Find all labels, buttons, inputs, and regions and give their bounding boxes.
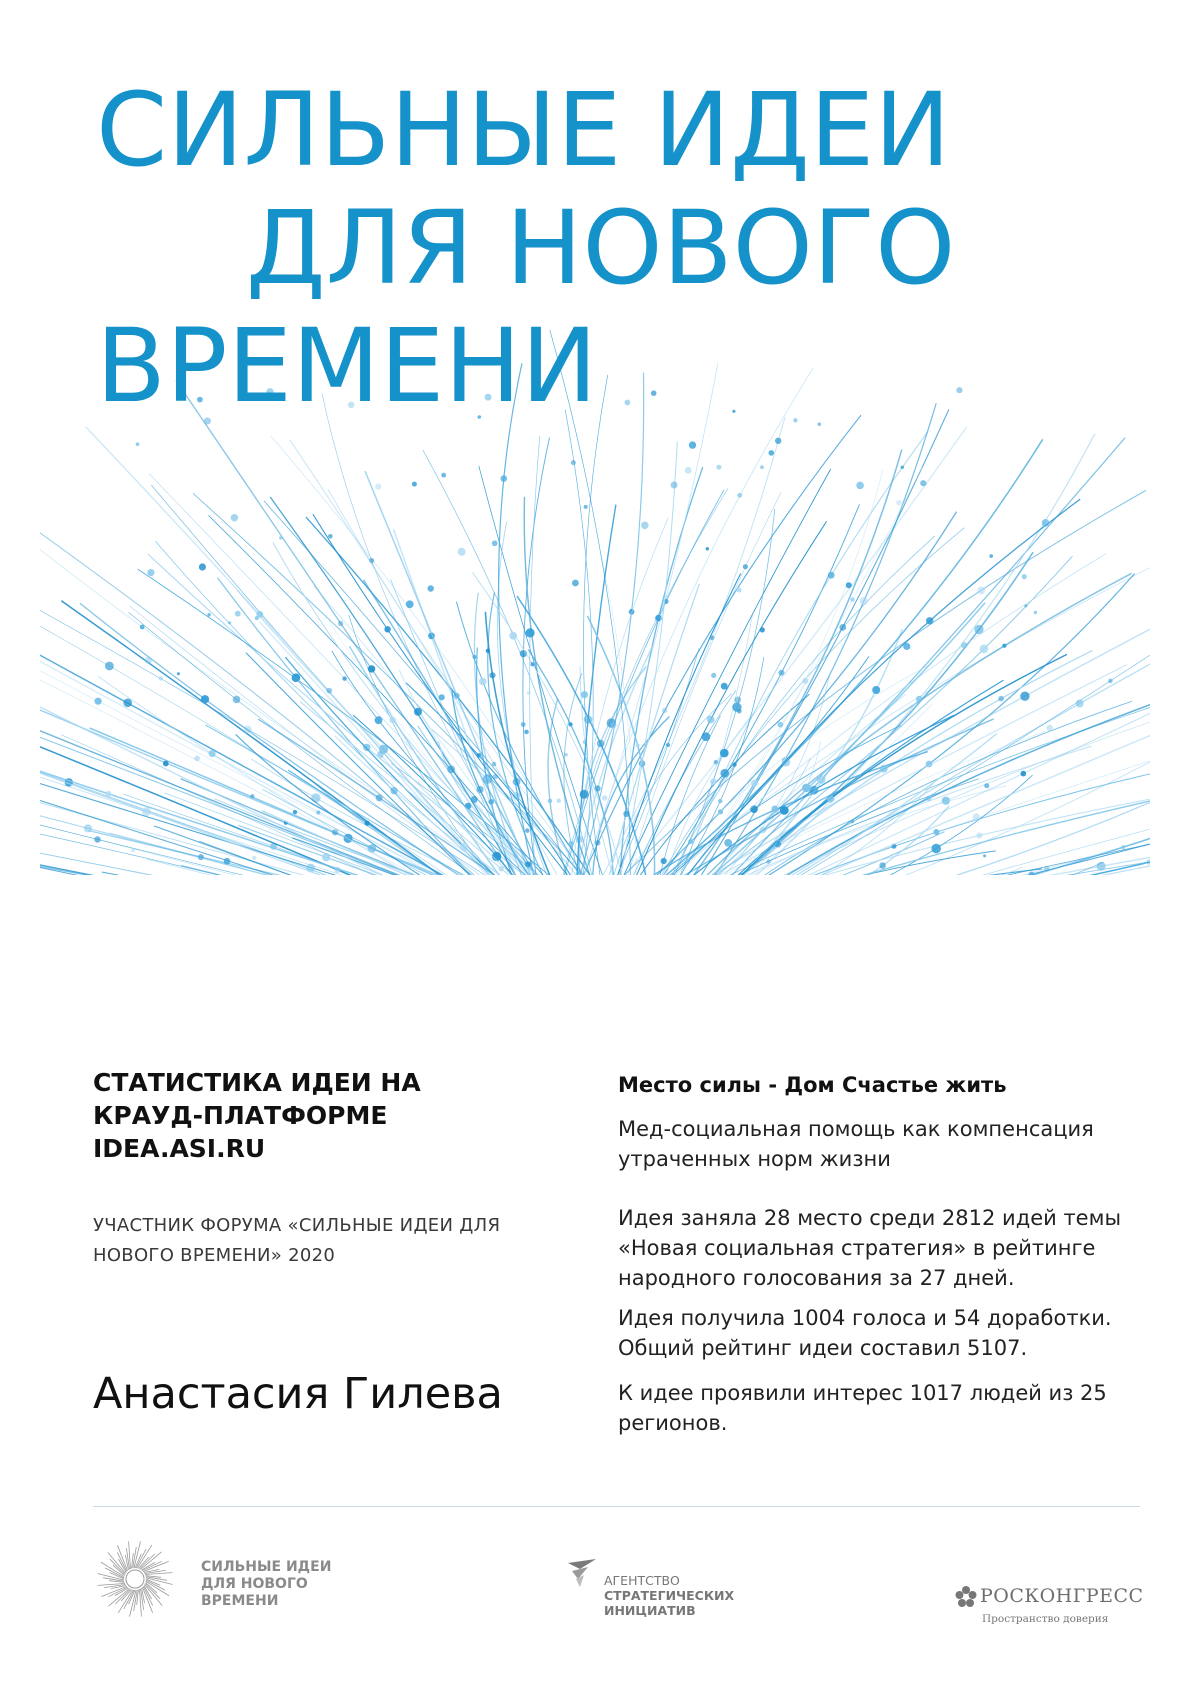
- stats-heading-line2: КРАУД-ПЛАТФОРМЕ: [93, 1101, 388, 1130]
- burst-dot: [851, 820, 855, 824]
- burst-line: [608, 677, 829, 875]
- burst-dot: [147, 569, 154, 576]
- burst-dot: [569, 841, 574, 846]
- interest-line1: К идее проявили интерес 1017 людей из 25: [618, 1381, 1107, 1405]
- burst-dot: [368, 665, 375, 672]
- burst-dot: [769, 450, 775, 456]
- burst-dot: [95, 698, 102, 705]
- ranking-paragraph: [618, 1203, 1121, 1293]
- votes-line1: Идея получила 1004 голоса и 54 доработки.: [618, 1306, 1112, 1330]
- stats-heading-line1: СТАТИСТИКА ИДЕИ НА: [93, 1068, 421, 1097]
- burst-dot: [980, 645, 989, 654]
- burst-dot: [492, 540, 498, 546]
- burst-dot: [1020, 692, 1029, 701]
- asi-logo-line2: СТРАТЕГИЧЕСКИХ: [604, 1588, 735, 1603]
- forum-logo-text: [201, 1559, 331, 1610]
- burst-dot: [689, 441, 696, 448]
- burst-dot: [778, 722, 784, 728]
- burst-dot: [406, 600, 414, 608]
- burst-dot: [572, 580, 579, 587]
- burst-dot: [441, 473, 446, 478]
- ranking-line2: «Новая социальная стратегия» в рейтинге: [618, 1236, 1096, 1260]
- forum-logo-line3: ВРЕМЕНИ: [201, 1593, 279, 1609]
- asi-logo-text: [604, 1573, 734, 1618]
- burst-dot: [581, 691, 588, 698]
- forum-caption-line2: НОВОГО ВРЕМЕНИ» 2020: [93, 1245, 336, 1266]
- burst-dot: [1021, 771, 1027, 777]
- burst-dot: [1047, 725, 1053, 731]
- burst-dot: [737, 709, 742, 714]
- burst-dot: [584, 505, 588, 509]
- burst-dot: [414, 708, 422, 716]
- burst-dot: [750, 805, 758, 813]
- burst-dot: [1002, 644, 1006, 648]
- burst-dot: [760, 627, 765, 632]
- burst-dot: [760, 465, 764, 469]
- asi-arrow-logo-icon: [566, 1557, 606, 1597]
- burst-dot: [390, 787, 397, 794]
- burst-dot: [666, 743, 670, 747]
- burst-dot: [584, 715, 593, 724]
- burst-dot: [956, 387, 962, 393]
- burst-line: [40, 588, 601, 875]
- burst-dot: [976, 833, 982, 839]
- burst-dot: [316, 810, 320, 814]
- burst-line: [40, 643, 603, 875]
- burst-dot: [707, 716, 715, 724]
- burst-dot: [926, 617, 933, 624]
- burst-dot: [493, 774, 498, 779]
- sunburst-logo-icon: [93, 1537, 177, 1621]
- burst-dot: [142, 807, 151, 816]
- burst-dot: [662, 708, 667, 713]
- burst-dot: [775, 438, 781, 444]
- burst-line: [391, 579, 562, 875]
- burst-dot: [525, 828, 530, 833]
- votes-line2: Общий рейтинг идеи составил 5107.: [618, 1336, 1028, 1360]
- burst-dot: [338, 621, 343, 626]
- burst-dot: [641, 522, 649, 530]
- burst-dot: [483, 774, 493, 784]
- burst-line: [322, 393, 585, 875]
- burst-dot: [751, 779, 758, 786]
- burst-dot: [623, 811, 629, 817]
- burst-dot: [901, 466, 904, 469]
- author-name: Анастасия Гилева: [93, 1369, 503, 1419]
- burst-line: [620, 450, 902, 875]
- burst-dot: [1042, 519, 1050, 527]
- burst-dot: [375, 716, 383, 724]
- burst-dot: [235, 611, 241, 617]
- interest-paragraph: [618, 1378, 1107, 1438]
- burst-dot: [501, 475, 508, 482]
- asi-logo-line3: ИНИЦИАТИВ: [604, 1603, 696, 1618]
- burst-dot: [880, 765, 888, 773]
- burst-dot: [224, 858, 231, 865]
- burst-dot: [322, 853, 330, 861]
- burst-dot: [279, 536, 282, 539]
- burst-dot: [145, 657, 152, 664]
- burst-dot: [903, 643, 910, 650]
- burst-line: [548, 363, 718, 875]
- burst-dot: [479, 678, 487, 686]
- burst-line: [644, 807, 1150, 875]
- forum-participant-caption: [93, 1211, 500, 1271]
- idea-description-line1: Мед-социальная помощь как компенсация: [618, 1117, 1094, 1141]
- burst-dot: [439, 694, 445, 700]
- burst-dot: [718, 799, 722, 803]
- burst-dot: [569, 722, 573, 726]
- burst-dot: [998, 696, 1004, 702]
- burst-dot: [489, 672, 495, 678]
- burst-dot: [580, 790, 589, 799]
- burst-dot: [526, 628, 535, 637]
- burst-dot: [311, 793, 320, 802]
- burst-dot: [737, 588, 742, 593]
- roscongress-logo: [954, 1585, 1144, 1635]
- burst-dot: [839, 624, 846, 631]
- burst-dot: [961, 642, 967, 648]
- burst-dot: [721, 683, 728, 690]
- roscongress-tagline: Пространство доверия: [982, 1613, 1109, 1625]
- burst-line: [270, 497, 560, 875]
- burst-dot: [105, 662, 114, 671]
- burst-dot: [802, 784, 811, 793]
- burst-dot: [177, 672, 180, 675]
- burst-line: [259, 622, 575, 875]
- burst-line: [654, 654, 1067, 875]
- burst-dot: [1108, 679, 1113, 684]
- burst-dot: [233, 696, 241, 704]
- burst-dot: [931, 844, 941, 854]
- stats-heading: [93, 1066, 421, 1165]
- burst-dot: [376, 794, 383, 801]
- burst-line: [601, 521, 827, 875]
- burst-dot: [548, 799, 553, 804]
- burst-dot: [557, 799, 561, 803]
- ranking-line3: народного голосования за 27 дней.: [618, 1266, 1015, 1290]
- burst-dot: [194, 756, 200, 762]
- burst-dot: [661, 858, 667, 864]
- burst-dot: [872, 686, 880, 694]
- burst-dot: [737, 493, 742, 498]
- burst-dot: [530, 662, 534, 666]
- idea-title: Место силы - Дом Счастье жить: [618, 1073, 1007, 1097]
- burst-dot: [163, 761, 169, 767]
- burst-dot: [428, 585, 434, 591]
- forum-logo: [93, 1537, 383, 1617]
- burst-dot: [595, 840, 600, 845]
- burst-dot: [636, 743, 640, 747]
- burst-line: [622, 770, 1150, 875]
- footer-divider: [93, 1506, 1140, 1507]
- burst-dot: [293, 810, 297, 814]
- burst-line: [646, 434, 1094, 875]
- burst-dot: [685, 467, 692, 474]
- burst-dot: [492, 762, 497, 767]
- burst-dot: [671, 482, 678, 489]
- burst-dot: [231, 514, 238, 521]
- burst-dot: [711, 673, 716, 678]
- roscongress-flower-icon: [954, 1585, 978, 1609]
- hero-title-line1: СИЛЬНЫЕ ИДЕИ: [96, 71, 951, 190]
- burst-dot: [977, 586, 985, 594]
- burst-dot: [984, 783, 989, 788]
- burst-dot: [734, 697, 741, 704]
- interest-line2: регионов.: [618, 1411, 728, 1435]
- burst-dot: [724, 839, 732, 847]
- burst-dot: [255, 616, 259, 620]
- burst-dot: [602, 795, 608, 801]
- burst-dot: [879, 862, 886, 869]
- burst-dot: [136, 442, 140, 446]
- burst-dot: [476, 753, 481, 758]
- burst-dot: [920, 480, 926, 486]
- idea-description: [618, 1114, 1094, 1174]
- forum-logo-line2: ДЛЯ НОВОГО: [201, 1576, 308, 1592]
- burst-dot: [983, 854, 986, 857]
- burst-dot: [159, 676, 163, 680]
- burst-dot: [989, 554, 993, 558]
- burst-dot: [527, 691, 531, 695]
- idea-description-line2: утраченных норм жизни: [618, 1147, 891, 1171]
- asi-logo-line1: АГЕНТСТВО: [604, 1573, 680, 1588]
- roscongress-brand: РОСКОНГРЕСС: [980, 1585, 1144, 1607]
- burst-dot: [771, 806, 778, 813]
- burst-line: [600, 492, 781, 875]
- burst-dot: [228, 621, 231, 624]
- burst-dot: [1034, 611, 1037, 614]
- burst-dot: [524, 730, 529, 735]
- burst-dot: [252, 856, 256, 860]
- burst-line: [616, 689, 1150, 875]
- burst-dot: [342, 676, 346, 680]
- votes-paragraph: [618, 1303, 1112, 1363]
- burst-line: [423, 450, 607, 875]
- burst-dot: [389, 717, 395, 723]
- burst-line: [647, 615, 753, 875]
- burst-dot: [250, 794, 254, 798]
- burst-dot: [363, 744, 370, 751]
- burst-dot: [521, 722, 526, 727]
- burst-dot: [209, 750, 216, 757]
- stats-heading-line3: IDEA.ASI.RU: [93, 1134, 266, 1163]
- burst-dot: [375, 484, 381, 490]
- burst-dot: [488, 799, 494, 805]
- burst-line: [626, 573, 1132, 875]
- burst-dot: [743, 564, 748, 569]
- burst-dot: [207, 613, 211, 617]
- burst-dot: [571, 460, 576, 465]
- burst-dot: [564, 753, 567, 756]
- burst-dot: [710, 779, 716, 785]
- burst-dot: [916, 696, 923, 703]
- burst-dot: [326, 688, 332, 694]
- burst-line: [612, 499, 1080, 875]
- burst-dot: [106, 791, 112, 797]
- burst-dot: [131, 848, 135, 852]
- burst-line: [40, 615, 619, 876]
- burst-dot: [766, 859, 770, 863]
- burst-dot: [1022, 574, 1027, 579]
- burst-dot: [201, 695, 209, 703]
- burst-dot: [850, 597, 854, 601]
- burst-line: [563, 368, 813, 875]
- burst-line: [543, 415, 862, 875]
- burst-line: [631, 645, 1150, 875]
- forum-logo-line1: СИЛЬНЫЕ ИДЕИ: [201, 1559, 332, 1575]
- burst-dot: [780, 806, 789, 815]
- burst-dot: [328, 534, 333, 539]
- burst-dot: [611, 722, 617, 728]
- burst-dot: [896, 500, 902, 506]
- forum-caption-line1: УЧАСТНИК ФОРУМА «СИЛЬНЫЕ ИДЕИ ДЛЯ: [93, 1215, 501, 1236]
- burst-dot: [412, 482, 417, 487]
- burst-line: [497, 521, 581, 875]
- burst-dot: [458, 548, 466, 556]
- burst-dot: [1024, 604, 1027, 607]
- asi-logo: [566, 1557, 746, 1627]
- burst-dot: [846, 582, 852, 588]
- burst-dot: [828, 572, 835, 579]
- burst-dot: [597, 740, 605, 748]
- burst-dot: [499, 866, 504, 871]
- burst-dot: [706, 547, 709, 550]
- burst-dot: [973, 813, 980, 820]
- burst-dot: [384, 626, 390, 632]
- hero-title: [96, 72, 955, 426]
- ranking-line1: Идея заняла 28 место среди 2812 идей темы: [618, 1206, 1122, 1230]
- hero-title-line3: ВРЕМЕНИ: [96, 307, 598, 426]
- burst-dot: [856, 482, 864, 490]
- burst-dot: [199, 563, 206, 570]
- burst-dot: [716, 465, 721, 470]
- burst-dot: [860, 597, 868, 605]
- hero-title-line2: ДЛЯ НОВОГО: [246, 189, 956, 308]
- burst-dot: [1121, 845, 1125, 849]
